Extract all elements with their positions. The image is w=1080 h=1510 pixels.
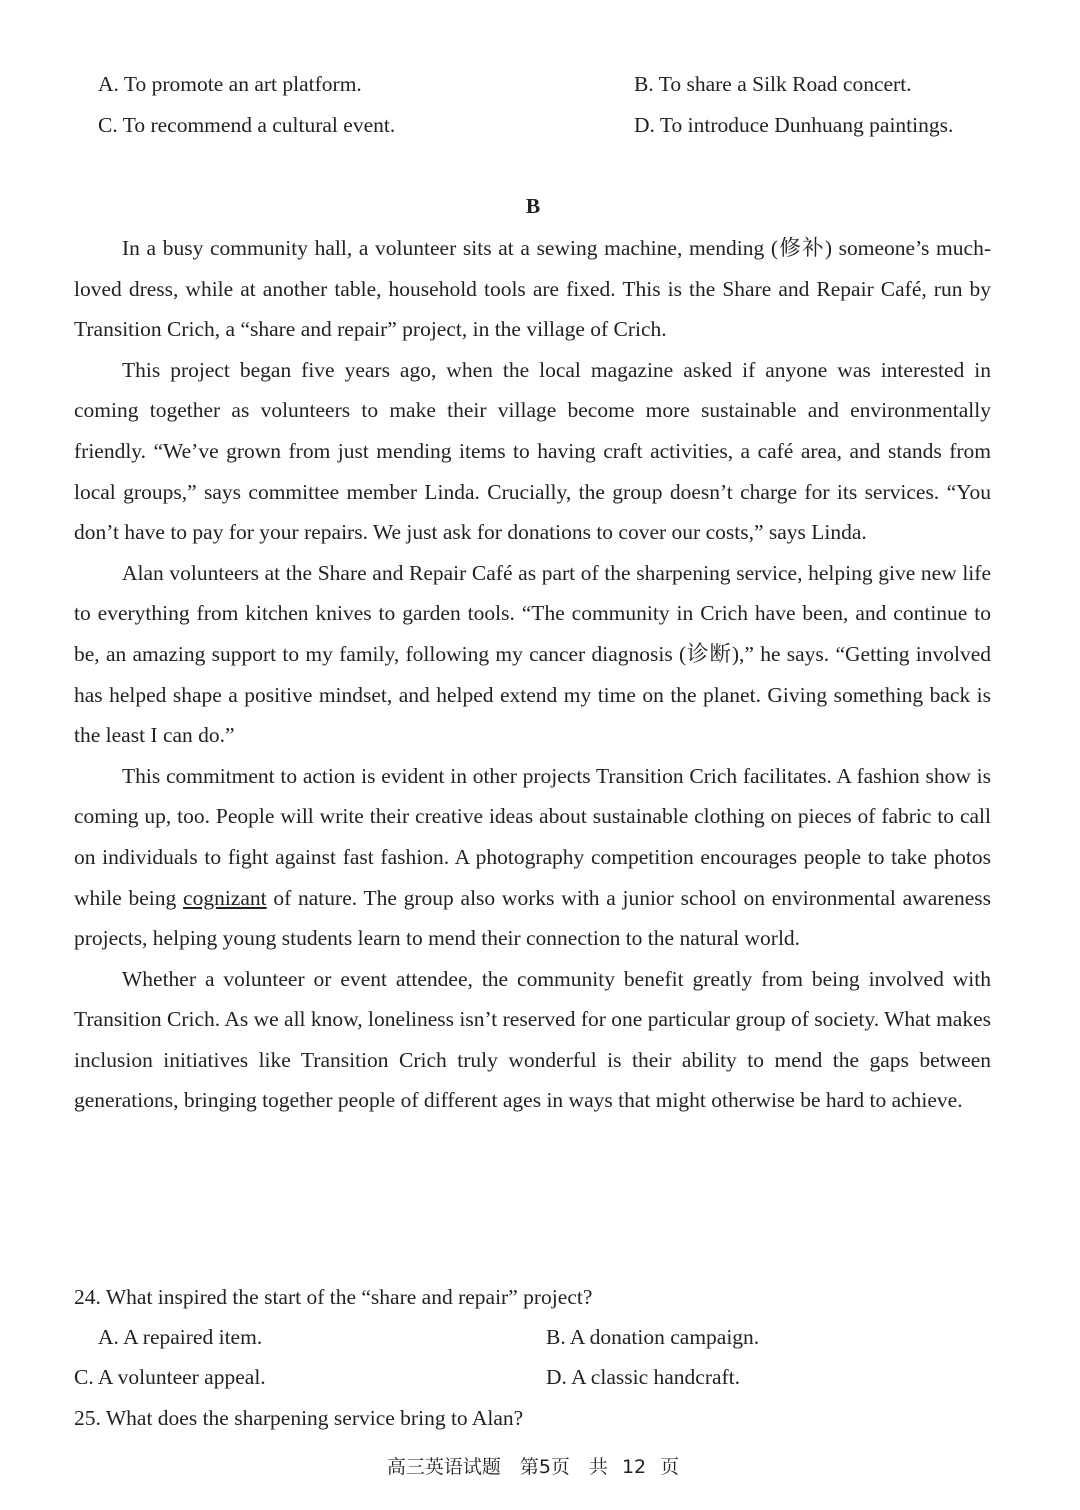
question-24-stem: 24. What inspired the start of the “share and repair” project?	[74, 1285, 593, 1309]
q24-option-c: C. A volunteer appeal.	[74, 1365, 266, 1389]
passage	[74, 228, 991, 1121]
option-a: A. To promote an art platform.	[98, 72, 362, 96]
q24-option-b: B. A donation campaign.	[546, 1325, 760, 1349]
option-c: C. To recommend a cultural event.	[98, 113, 396, 137]
question-25-stem: 25. What does the sharpening service bring to Alan?	[74, 1406, 524, 1430]
underlined-word: cognizant	[183, 885, 267, 910]
paragraph: In a busy community hall, a volunteer sits at a sewing machine, mending (修补) someone’s much-loved dress, while at another table, household tools are fixed. This is the Share and Repair Café, run by Transition Crich, a “share and repair” project, in the village of Crich.	[74, 236, 991, 342]
page-footer: 高三英语试题 第5页 共 12 页	[386, 1456, 680, 1478]
paragraph: Alan volunteers at the Share and Repair Café as part of the sharpening service, helping give new life to everything from kitchen knives to garden tools. “The community in Crich have been, and continue to be, an amazing support to my family, following my cancer diagnosis (诊断),” he says. “Getting involved has helped shape a positive mindset, and helped extend my time on the planet. Giving something back is the least I can do.”	[74, 560, 991, 748]
text: of nature. The group also works with a junior school on environmental awareness projects, helping young students learn to mend their connection to the natural world.	[74, 885, 991, 951]
q24-option-a: A. A repaired item.	[98, 1325, 263, 1349]
q24-option-d: D. A classic handcraft.	[546, 1365, 741, 1389]
paragraph	[74, 756, 991, 959]
option-d: D. To introduce Dunhuang paintings.	[634, 113, 954, 137]
paragraph: Whether a volunteer or event attendee, the community benefit greatly from being involved with Transition Crich. As we all know, loneliness isn’t reserved for one particular group of society. What makes inclusion initiatives like Transition Crich truly wonderful is their ability to mend the gaps between generations, bringing together people of different ages in ways that might otherwise be hard to achieve.	[74, 966, 991, 1113]
option-b: B. To share a Silk Road concert.	[634, 72, 912, 96]
text: This commitment to action is evident in other projects Transition Crich facilitates. A fashion show is coming up, too. People will write their creative ideas about sustainable clothing on pieces of fabric to call on individuals to fight against fast fashion. A photography competition encourages people to take photos while being	[74, 763, 991, 910]
paragraph: This project began five years ago, when the local magazine asked if anyone was interested in coming together as volunteers to make their village become more sustainable and environmentally friendly. “We’ve grown from just mending items to having craft activities, a café area, and stands from local groups,” says committee member Linda. Crucially, the group doesn’t charge for its services. “You don’t have to pay for your repairs. We just ask for donations to cover our costs,” says Linda.	[74, 357, 991, 545]
section-title: B	[525, 194, 541, 218]
